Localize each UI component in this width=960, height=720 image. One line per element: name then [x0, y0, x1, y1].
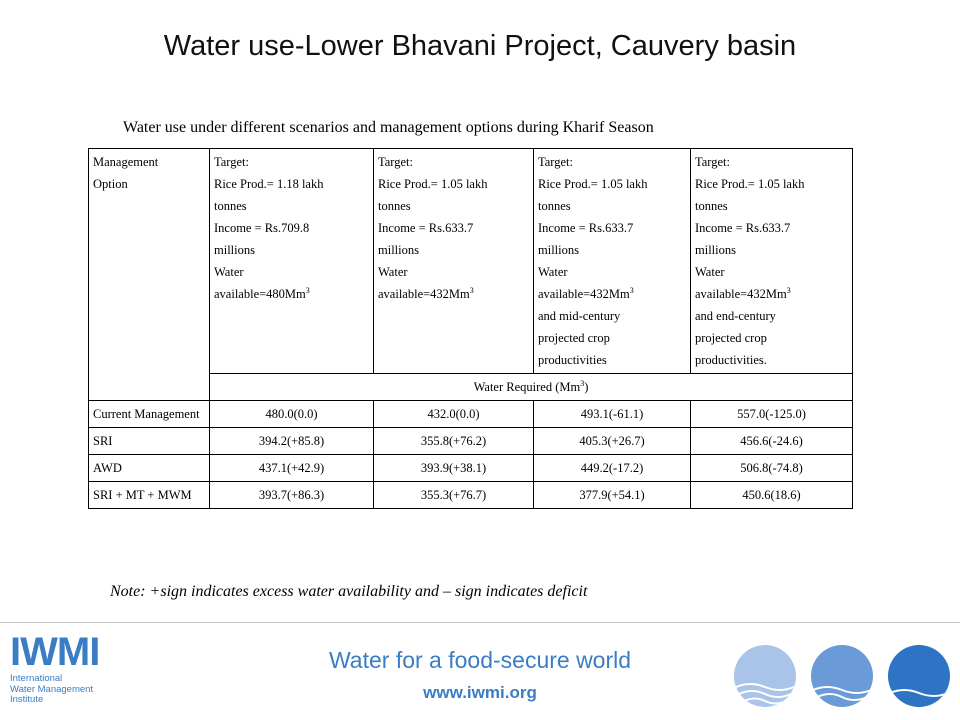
scenario-header [691, 149, 853, 374]
scenario-line: Target: [378, 155, 413, 169]
superscript: 3 [629, 285, 634, 295]
header-line: Management [93, 155, 159, 169]
logo-line: International [10, 673, 63, 684]
water-use-table [88, 148, 853, 509]
scenario-header-row [89, 149, 853, 374]
option-cell: SRI + MT + MWM [89, 482, 210, 509]
scenario-line: available=432Mm [695, 287, 787, 301]
value-cell: 377.9(+54.1) [534, 482, 691, 509]
scenario-line: available=432Mm [378, 287, 470, 301]
scenario-line: Income = Rs.633.7 [378, 221, 474, 235]
circle-dark-icon [888, 645, 950, 707]
value-cell: 506.8(-74.8) [691, 455, 853, 482]
logo-line: Water Management [10, 683, 94, 695]
superscript: 3 [469, 285, 474, 295]
scenario-line: millions [695, 243, 736, 257]
scenario-line: Rice Prod.= 1.05 lakh [538, 177, 648, 191]
water-required-label: Water Required (Mm [473, 380, 581, 394]
scenario-line: tonnes [695, 199, 728, 213]
value-cell: 355.3(+76.7) [374, 482, 534, 509]
value-cell: 432.0(0.0) [374, 401, 534, 428]
value-cell: 437.1(+42.9) [210, 455, 374, 482]
option-cell: Current Management [89, 401, 210, 428]
scenario-header [210, 149, 374, 374]
water-circles-icon [732, 643, 952, 709]
water-required-header [210, 374, 853, 401]
table-caption: Water use under different scenarios and management options during Kharif Season [123, 119, 654, 136]
scenario-line: Target: [538, 155, 573, 169]
value-cell: 557.0(-125.0) [691, 401, 853, 428]
circle-light-icon [734, 645, 796, 707]
scenario-line: Water [214, 265, 244, 279]
scenario-line: millions [214, 243, 255, 257]
option-cell: SRI [89, 428, 210, 455]
scenario-line: millions [378, 243, 419, 257]
scenario-line: Water [538, 265, 568, 279]
table-note: Note: +sign indicates excess water availability and – sign indicates deficit [110, 583, 588, 600]
table-row [89, 455, 853, 482]
scenario-line: available=480Mm [214, 287, 306, 301]
value-cell: 450.6(18.6) [691, 482, 853, 509]
scenario-line: Income = Rs.633.7 [538, 221, 634, 235]
value-cell: 480.0(0.0) [210, 401, 374, 428]
scenario-line: Rice Prod.= 1.18 lakh [214, 177, 324, 191]
value-cell: 456.6(-24.6) [691, 428, 853, 455]
circle-mid-icon [811, 645, 873, 707]
value-cell: 393.9(+38.1) [374, 455, 534, 482]
scenario-line: productivities. [695, 353, 767, 367]
scenario-line: Rice Prod.= 1.05 lakh [695, 177, 805, 191]
superscript: 3 [580, 378, 585, 388]
scenario-line: Rice Prod.= 1.05 lakh [378, 177, 488, 191]
water-required-close: ) [584, 380, 589, 394]
scenario-line: productivities [538, 353, 607, 367]
table-row [89, 401, 853, 428]
footer-divider [0, 622, 960, 623]
superscript: 3 [786, 285, 791, 295]
tagline: Water for a food-secure world [328, 647, 632, 673]
management-option-header [89, 149, 210, 401]
value-cell: 449.2(-17.2) [534, 455, 691, 482]
website-link[interactable]: www.iwmi.org [423, 683, 537, 702]
scenario-line: Water [378, 265, 408, 279]
scenario-line: tonnes [214, 199, 247, 213]
scenario-line: projected crop [538, 331, 610, 345]
scenario-header [534, 149, 691, 374]
value-cell: 493.1(-61.1) [534, 401, 691, 428]
scenario-line: projected crop [695, 331, 767, 345]
value-cell: 394.2(+85.8) [210, 428, 374, 455]
scenario-header [374, 149, 534, 374]
logo-line: Institute [10, 694, 44, 705]
header-line: Option [93, 177, 128, 191]
scenario-line: Target: [214, 155, 249, 169]
slide-title: Water use-Lower Bhavani Project, Cauvery basin [163, 30, 797, 62]
scenario-line: available=432Mm [538, 287, 630, 301]
scenario-line: Target: [695, 155, 730, 169]
logo-wordmark: IWMI [10, 630, 100, 674]
value-cell: 355.8(+76.2) [374, 428, 534, 455]
scenario-line: tonnes [378, 199, 411, 213]
table-row [89, 428, 853, 455]
scenario-line: and mid-century [538, 309, 621, 323]
value-cell: 405.3(+26.7) [534, 428, 691, 455]
scenario-line: millions [538, 243, 579, 257]
value-cell: 393.7(+86.3) [210, 482, 374, 509]
scenario-line: Income = Rs.709.8 [214, 221, 310, 235]
scenario-line: Income = Rs.633.7 [695, 221, 791, 235]
scenario-line: and end-century [695, 309, 776, 323]
superscript: 3 [305, 285, 310, 295]
scenario-line: tonnes [538, 199, 571, 213]
table-row [89, 482, 853, 509]
scenario-line: Water [695, 265, 725, 279]
option-cell: AWD [89, 455, 210, 482]
